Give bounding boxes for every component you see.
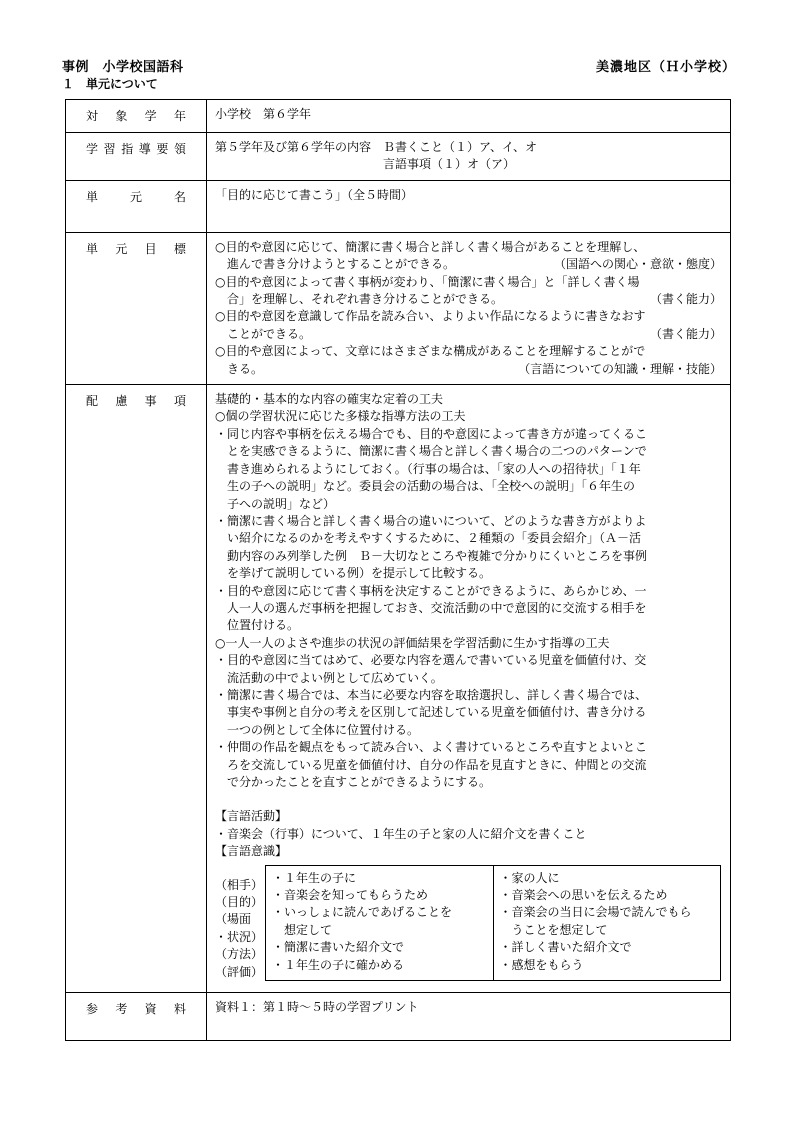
awareness-block <box>215 865 722 981</box>
consider-line: 人一人の選んだ事柄を把握しておき、交流活動の中で意図的に交流する相手を <box>215 600 647 615</box>
goal-line: 合」を理解し、それぞれ書き分けることができる。 <box>215 292 504 307</box>
consider-line: 流活動の中でよい例として広めていく。 <box>215 670 443 685</box>
guideline-line-2: 言語事項（１）オ（ア） <box>215 157 516 172</box>
awareness-label: （場面 <box>215 912 252 927</box>
consider-line: 一つの例として全体に位置付ける。 <box>215 722 420 737</box>
row-unit <box>66 180 731 232</box>
consider-line: 基礎的・基本的な内容の確実な定着の工夫 <box>215 392 444 407</box>
consider-line: で分かったことを直すことができるようにする。 <box>215 775 492 789</box>
consider-line: ・目的や意図に応じて書く事柄を決定することができるように、あらかじめ、一 <box>215 583 647 598</box>
row-guideline <box>66 133 731 181</box>
awareness-label: （方法） <box>215 947 264 962</box>
value-reference: 資料１：第１時～５時の学習プリント <box>207 993 731 1041</box>
awareness-col-first-grader <box>266 865 494 980</box>
consider-line: ・仲間の作品を観点をもって読み合い、よく書けているところや直すとよいとこ <box>215 740 648 755</box>
goal-line: ○目的や意図に応じて、簡潔に書く場合と詳しく書く場合があることを理解し、 <box>215 239 646 254</box>
goal-tag: （書く能力） <box>649 292 722 307</box>
awareness-label: （相手） <box>215 877 264 892</box>
consider-line: ・同じ内容や事柄を伝える場合でも、目的や意図によって書き方が違ってくるこ <box>215 426 648 441</box>
awareness-col-family <box>493 865 721 980</box>
consider-line: ・簡潔に書く場合では、本当に必要な内容を取捨選択し、詳しく書く場合では、 <box>215 687 648 702</box>
consider-line: ・簡潔に書く場合と詳しく書く場合の違いについて、どのような書き方がよりよ <box>215 513 647 528</box>
label-consider: 配慮事項 <box>86 394 186 409</box>
label-target: 対象学年 <box>86 109 186 123</box>
awareness-table <box>265 865 721 981</box>
label-unit: 単元名 <box>86 189 186 204</box>
row-target <box>66 100 731 133</box>
consider-line: ろを交流している児童を価値付け、自分の作品を見直すときに、仲間との交流 <box>215 757 647 772</box>
value-unit: 「目的に応じて書こう」（全５時間） <box>207 180 731 232</box>
goal-line: ○目的や意図によって、文章にはさまざまな構成があることを理解することがで <box>215 344 646 359</box>
awareness-item: ・音楽会への思いを伝えるため <box>499 888 668 903</box>
consider-line: 事実や事例と自分の考えを区別して記述している児童を価値付け、書き分ける <box>215 705 647 720</box>
awareness-item: ・簡潔に書いた紹介文で <box>272 940 405 955</box>
consider-line: とを実感できるように、簡潔に書く場合と詳しく書く場合の二つのパターンで <box>215 444 647 459</box>
goal-line: 進んで書き分けようとすることができる。 <box>215 257 456 272</box>
region-school: 美濃地区（Ｈ小学校） <box>595 60 736 75</box>
activity-text: ・音楽会（行事）について、１年生の子と家の人に紹介文を書くこと <box>215 826 587 841</box>
label-reference: 参考資料 <box>86 1002 186 1017</box>
row-goals <box>66 232 731 384</box>
goal-line: ○目的や意図によって書く事柄が変わり、「簡潔に書く場合」と「詳しく書く場 <box>215 274 640 289</box>
consider-line: ・目的や意図に当てはめて、必要な内容を選んで書いている児童を価値付け、交 <box>215 653 647 668</box>
awareness-item: ・１年生の子に確かめる <box>272 957 405 972</box>
awareness-item: ・音楽会の当日に会場で読んでもら <box>499 905 692 920</box>
consider-line: 位置付ける。 <box>215 618 300 633</box>
awareness-label: （評価） <box>215 964 264 979</box>
goal-line: きる。 <box>215 361 264 376</box>
row-consider <box>66 385 731 993</box>
awareness-item: ・１年生の子に <box>272 870 357 885</box>
case-title: 事例 小学校国語科 <box>62 60 184 75</box>
consider-lines <box>215 391 722 791</box>
goal-tag: （言語についての知識・理解・技能） <box>518 361 722 376</box>
awareness-labels <box>215 865 265 981</box>
unit-table <box>65 99 731 1041</box>
guideline-line-1: 第５学年及び第６学年の内容 Ｂ書くこと（１）ア、イ、オ <box>215 140 537 154</box>
section-title: １ 単元について <box>62 77 158 91</box>
awareness-item: ・詳しく書いた紹介文で <box>499 940 632 955</box>
consider-line: 子への説明」など） <box>215 496 336 511</box>
consider-line: ○個の学習状況に応じた多様な指導方法の工夫 <box>215 409 466 424</box>
awareness-item: ・家の人に <box>499 870 560 885</box>
consider-line: い紹介になるのかを考えやすくするために、２種類の「委員会紹介」（Ａ－活 <box>215 531 642 546</box>
goal-line: ○目的や意図を意識して作品を読み合い、よりよい作品になるように書きなおす <box>215 309 646 324</box>
label-goals: 単元目標 <box>86 241 186 256</box>
consider-line: ○一人一人のよさや進歩の状況の評価結果を学習活動に生かす指導の工夫 <box>215 635 610 650</box>
value-target: 小学校 第６学年 <box>207 100 731 133</box>
awareness-item: ・感想をもらう <box>499 957 584 972</box>
awareness-item: ・音楽会を知ってもらうため <box>272 888 429 903</box>
row-reference <box>66 993 731 1041</box>
awareness-item: 想定して <box>272 922 333 937</box>
awareness-heading: 【言語意識】 <box>215 844 288 859</box>
consider-line: を挙げて説明している例）を提示して比較する。 <box>215 566 492 581</box>
consider-line: 書き進められるようにしておく。（行事の場合は、「家の人への招待状」「１年 <box>215 461 641 476</box>
activity-heading: 【言語活動】 <box>215 809 288 824</box>
label-guideline: 学習指導要領 <box>86 142 186 156</box>
goal-tag: （書く能力） <box>649 326 722 341</box>
awareness-label: ・状況） <box>215 929 264 944</box>
consider-line: 動内容のみ列挙した例 Ｂ－大切なところや複雑で分かりにくいところを事例 <box>215 548 648 563</box>
awareness-item: うことを想定して <box>499 922 608 937</box>
awareness-item: ・いっしょに読んであげることを <box>272 905 453 920</box>
awareness-label: （目的） <box>215 895 264 910</box>
consider-line: 生の子への説明」など。委員会の活動の場合は、「全校への説明」「６年生の <box>215 479 636 494</box>
goal-tag: （国語への関心・意欲・態度） <box>553 257 722 272</box>
goal-line: ことができる。 <box>215 326 312 341</box>
